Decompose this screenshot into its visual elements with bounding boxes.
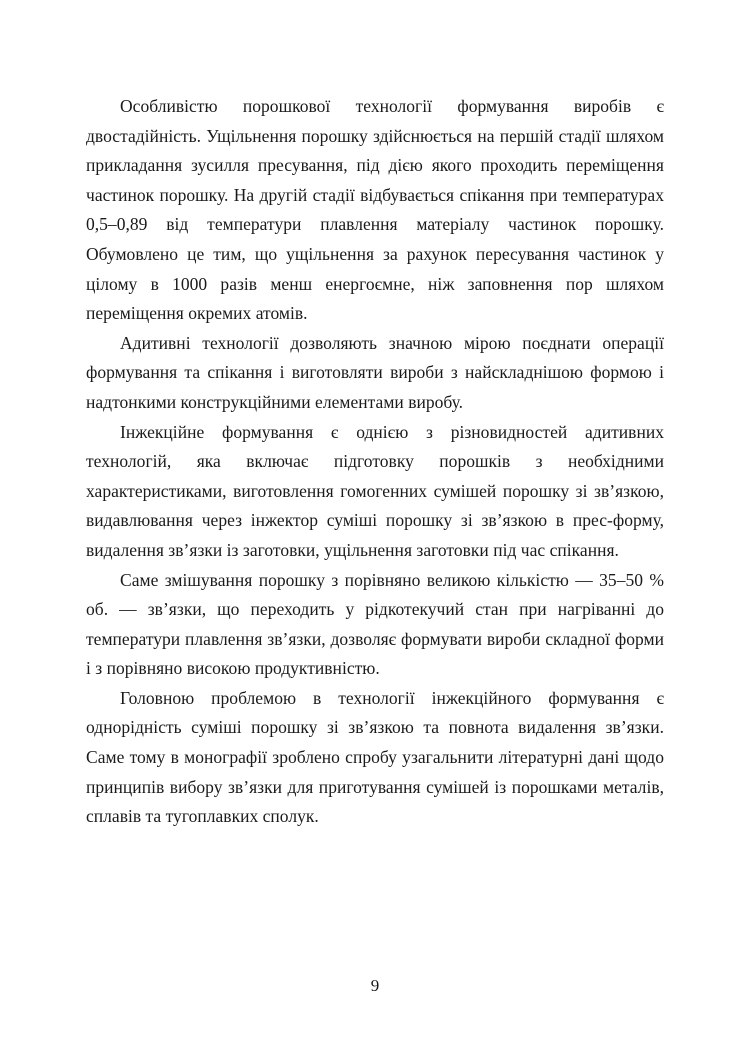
paragraph-injection-molding: Інжекційне формування є однією з різновидностей адитивних технологій, яка включає підготовку порошків з необхідними характеристиками, виготовлення гомогенних сумішей порошку зі зв’язкою, видавлювання через інжектор суміші порошку зі зв’язкою в прес-форму, видалення зв’язки із заготовки, ущільнення заготовки під час спікання. bbox=[86, 421, 664, 560]
body-text bbox=[86, 92, 664, 832]
page-number: 9 bbox=[370, 976, 380, 995]
paragraph-two-stage-process: Особливістю порошкової технології формування виробів є двостадійність. Ущільнення порошку здійснюється на першій стадії шляхом прикладання зусилля пресування, під дією якого проходить переміщення частинок порошку. На другій стадії відбувається спікання при температурах 0,5–0,89 від температури плавлення матеріалу частинок порошку. Обумовлено це тим, що ущільнення за рахунок пересування частинок у цілому в 1000 разів менш енергоємне, ніж заповнення пор шляхом переміщення окремих атомів. bbox=[86, 96, 664, 324]
paragraph-additive-technologies: Адитивні технології дозволяють значною мірою поєднати операції формування та спікання і виготовляти вироби з найскладнішою формою і надтонкими конструкційними елементами виробу. bbox=[86, 332, 664, 412]
paragraph-binder-mixing: Саме змішування порошку з порівняно великою кількістю — 35–50 % об. — зв’язки, що переходить у рідкотекучий стан при нагріванні до температури плавлення зв’язки, дозволяє формувати вироби складної форми і з порівняно високою продуктивністю. bbox=[86, 569, 664, 679]
paragraph-main-problem: Головною проблемою в технології інжекційного формування є однорідність суміші порошку зі зв’язкою та повнота видалення зв’язки. Саме тому в монографії зроблено спробу узагальнити літературні дані щодо принципів вибору зв’язки для приготування сумішей із порошками металів, сплавів та тугоплавких сполук. bbox=[86, 687, 664, 827]
